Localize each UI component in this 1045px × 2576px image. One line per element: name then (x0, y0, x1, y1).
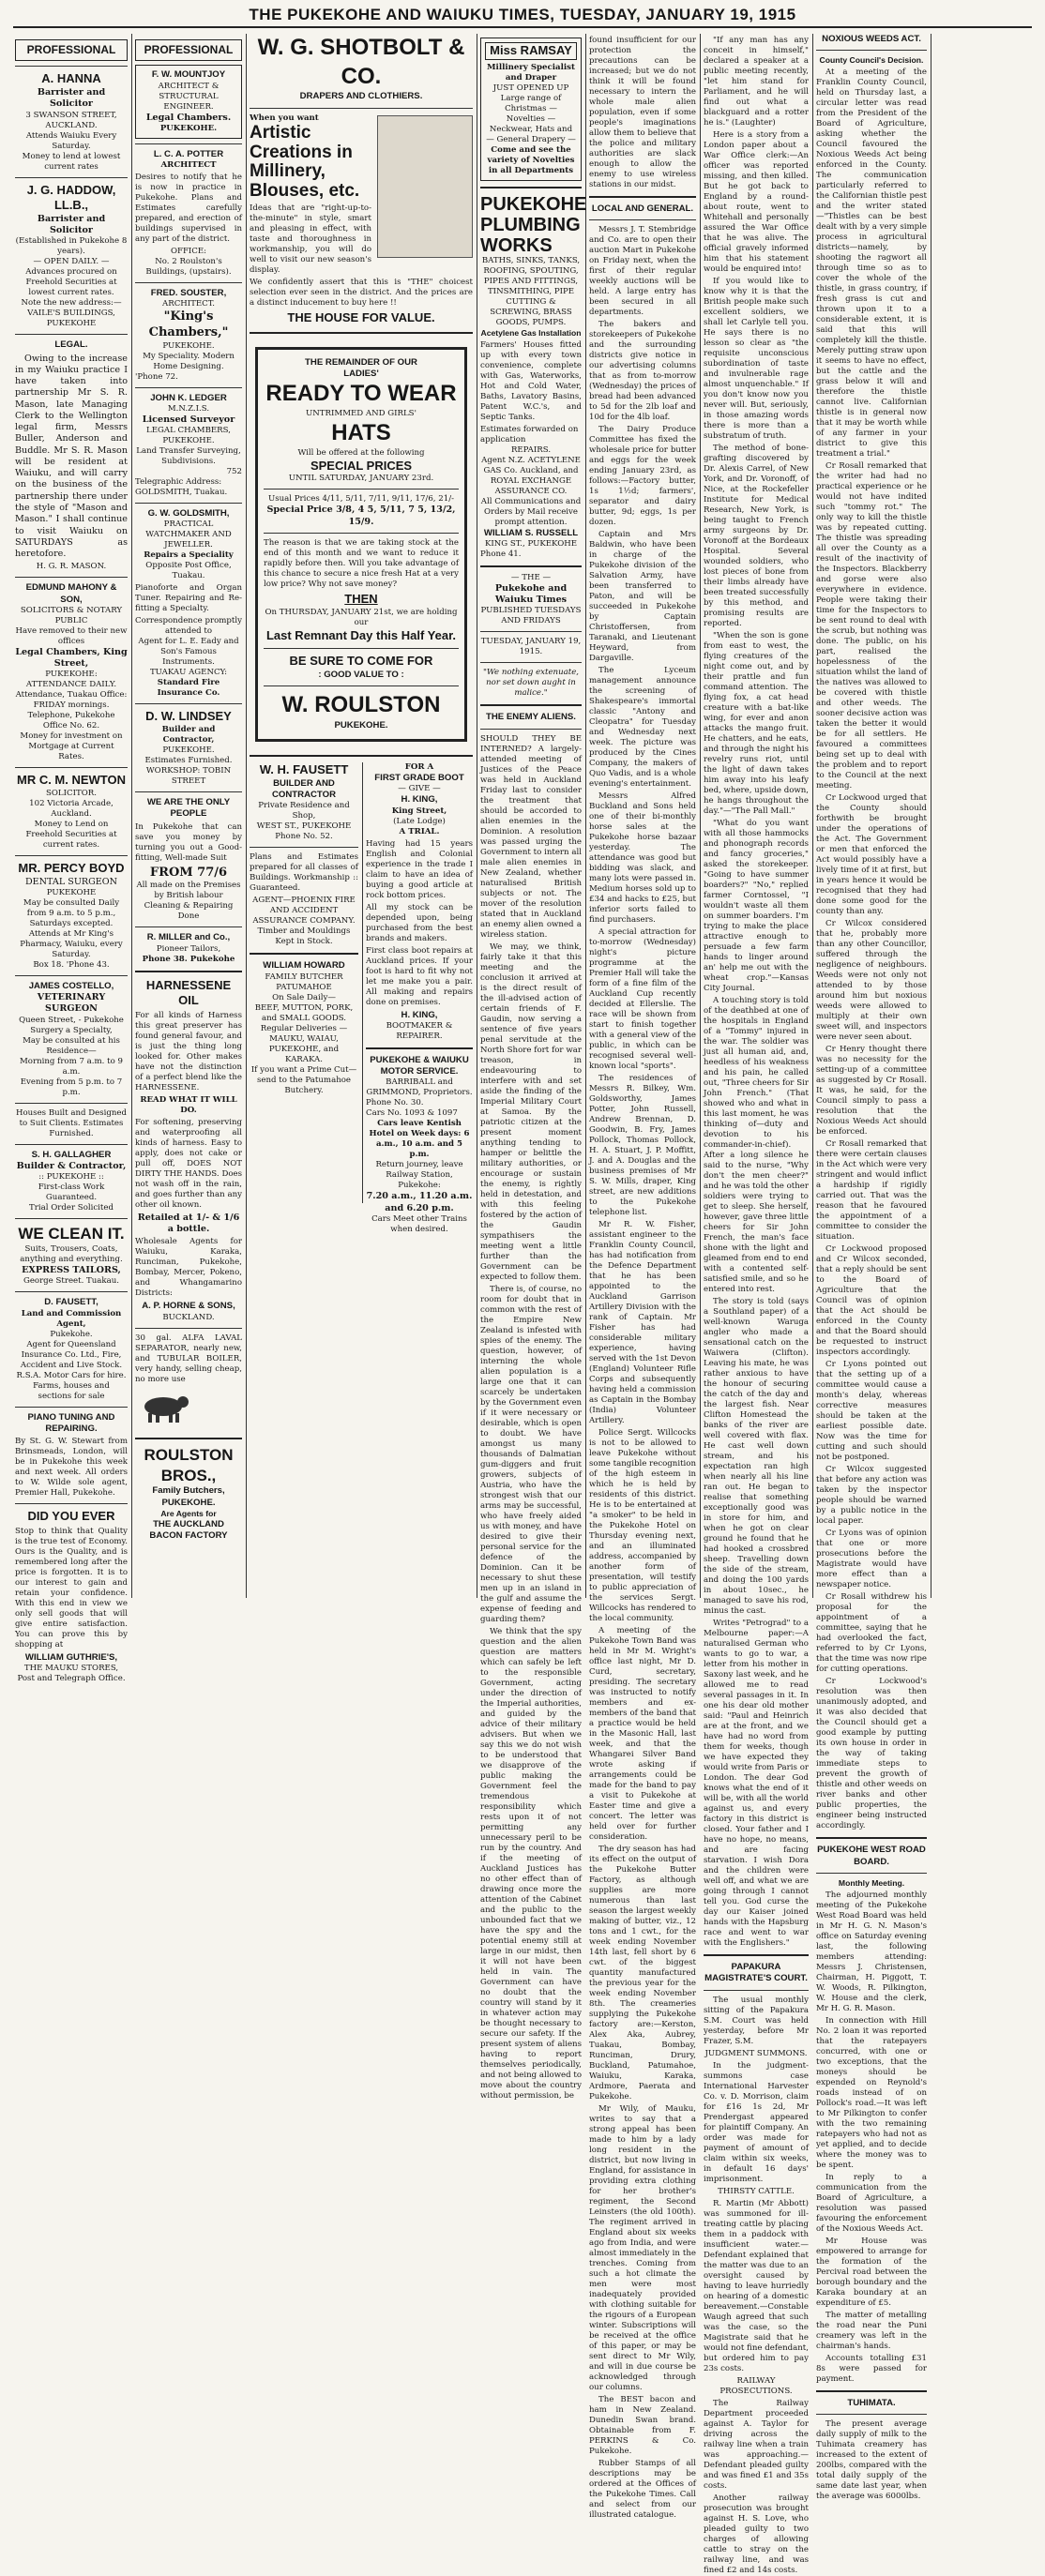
ad-name: EDMUND MAHONY & SON, (25, 582, 117, 605)
ad-title: Land and Commission Agent, (21, 1308, 122, 1329)
ad-note: Are Agents for (160, 1508, 217, 1518)
ad-body: All my stock can be depended upon, being purchased from the best brands and makers. (366, 902, 473, 943)
ad-note: (Late Lodge) (393, 816, 446, 826)
news-item: Messrs Alfred Buckland and Sons held one of their bi-monthly horse sales at the Pukekohe horse bazaar yesterday. The attendance was good but bidding was slack, and many lots were passed in. Medium horses sold up to £34 and hacks to £25, but inferior sorts failed to find purchasers. (589, 791, 696, 926)
paper-the: — THE — (510, 572, 552, 582)
ad-note: : GOOD VALUE TO : (318, 669, 404, 680)
ad-address: George Street. Tuakau. (23, 1276, 120, 1287)
ad-name: A. HANNA (41, 71, 101, 86)
news-item: The bakers and storekeepers of Pukekohe and the surrounding districts give notice in our advertising columns that as from to-morrow (Wednesday) the prices of bread had been advanced to 5d for the 2lb loaf and 10d for the 4lb loaf. (589, 320, 696, 423)
article-body: R. Martin (Mr Abbott) was summoned for ill-treating cattle by placing them in a paddock with insufficient water.—Defendant explained that the matter was due to an oversight caused by having to leave hurriedly on hearing of a domestic bereavement.—Constable Waugh agreed that such was the case, so the Magistrate said that he would not fine defendant, but ordered him to pay 23s costs. (704, 2198, 809, 2373)
column-local-news (589, 34, 697, 2521)
article-body: Cr Lockwood proposed and Cr Wilcox seconded, that a reply should be sent to the Board of Agriculture that the Council was of opinion that the Act should be enforced in the County and that the Board should be requested to instruct inspectors accordingly. (816, 1244, 927, 1358)
ad-name: DID YOU EVER (27, 1509, 115, 1524)
ad-town: PUKEKOHE. (162, 340, 215, 351)
ad-address: 3 SWANSON STREET, AUCKLAND. (25, 110, 117, 130)
article-heading: TUHIMATA. (847, 2397, 896, 2408)
ad-body: In Pukekohe that can save you money by turning you out a Good-fitting, Well-made Suit (135, 821, 242, 863)
section-heading: PROFESSIONAL (135, 39, 242, 61)
ad-note: Trial Order Solicited (29, 1203, 114, 1213)
ad-title: PRACTICAL WATCHMAKER AND JEWELLER. (145, 520, 232, 550)
ad-note: READ WHAT IT WILL DO. (140, 1094, 237, 1115)
ad-title: Builder and Contractor, (161, 725, 216, 746)
ad-title: EXPRESS TAILORS, (22, 1265, 121, 1275)
ad-note: Houses Built and Designed to Suit Clients. Estimates Furnished. (15, 1107, 128, 1138)
ad-town: PUKEKOHE. (334, 719, 388, 731)
ad-name: H. KING, (401, 794, 438, 806)
news-item: A touching story is told of the deathbed at one of the hospitals in England of a "Tommy" injured in the war. The soldier was just all human aid, and, heedless of his weakness and his pain, he called out, "Three cheers for Sir John French." (That showed who and what in this last moment, he was thinking of—duty and devotion to his commander-in-chief). After a long silence he said to the nurse, "Why don't the men cheer?" and he was told the other soldiers were trying to get to sleep. She herself, however, gave three little cheers for Sir John French, the man's face shone with the light and gleamed from end to end with a contented self-satisfied smile, and so he entered into rest. (704, 996, 809, 1294)
ad-note: Private Residence and Shop, (258, 801, 350, 821)
ad-note: ATTENDANCE DAILY. (25, 680, 117, 690)
ad-note: FOR A (404, 762, 434, 773)
ad-note: Cars No. 1093 & 1097 (366, 1108, 458, 1119)
column-advertisements (250, 34, 473, 1598)
ad-note: BACON FACTORY (149, 1530, 228, 1542)
ad-note: Attends Waiuku Every Saturday. (25, 130, 117, 151)
ad-note: Large range of Christmas — Novelties — (500, 93, 562, 124)
ad-note: M.N.Z.I.S. (167, 403, 210, 414)
news-item: The Lyceum management announce the screening of Shakespeare's immortal classic "Antony and Cleopatra" for Tuesday and Wednesday next week. The picture was produced by the Cines Company, the makers of Quo Vadis, and is a whole evening's entertainment. (589, 666, 696, 790)
ad-note: Agent N.Z. ACETYLENE GAS Co. Auckland, and ROYAL EXCHANGE ASSURANCE CO. (481, 455, 581, 496)
ad-note: Money for investment on Mortgage at Current Rates. (20, 731, 123, 762)
ad-note: Have removed to their new offices (15, 625, 128, 646)
ad-address: No. 2 Roulston's Buildings, (upstairs). (145, 257, 232, 278)
ad-name: LEGAL. (54, 339, 88, 351)
ad-note: Estimates forwarded on application (480, 424, 579, 444)
ad-price: Usual Prices 4/11, 5/11, 7/11, 9/11, 17/6, 21/- (267, 494, 454, 505)
ad-name: WILLIAM HOWARD (263, 960, 345, 972)
article-body: There is, of course, no room for doubt that in common with the rest of the Empire New Zealand is infested with spies of the enemy. The question, however, of interning the whole alien population is a large one that it can scarcely be undertaken by the Government even if it were necessary or desirable, which is open to doubt. We have amongst us many thousands of Dalmatian gum-diggers and fruit growers, subjects of Austria, who have the strongest wish that our arms may be successful, who have freely aided us with money, and have desired to give their personal service for the defence of the Dominion. Can it be necessary to shut these men up in an island in the gulf and assume the expense of feeding and guarding them? (480, 1284, 582, 1624)
ad-town: PUKEKOHE. (159, 123, 218, 133)
ad-name: G. W. GOLDSMITH, (147, 508, 230, 520)
ad-name: R. MILLER and Co., (146, 932, 231, 943)
ad-body: Suits, Trousers, Coats, anything and everything. (20, 1244, 123, 1264)
ad-note: AGENT—PHOENIX FIRE AND ACCIDENT ASSURANCE COMPANY. (252, 896, 356, 926)
article-body: Another railway prosecution was brought against H. S. Love, who pleaded guilty to two charges of allowing cattle to stray on the railway line, and was fined £2 and 14s costs. (704, 2493, 809, 2575)
article-body: At a meeting of the Franklin County Council, held on Thursday last, a circular letter was read from the President of the Board of Agriculture, asking whether the Council favoured the Noxious Weeds Act being enforced in the County. The communication particularly referred to the Californian thistle pest and the writer stated—"Thistles can be best dealt with by a very simple process in agricultural districts—namely, by shooting the ragwort all through time so as to cover the whole of the thistle, in grass country, if fresh grass is cut and thrown upon it to a considerable extent, it is said that this will completely kill the thistle. Merely putting straw upon it seems to have no effect, but the cattle and the grass below it will and therefore the thistle cannot live. Californian thistle is in general now that it may be worth while of any farmer in your district to give this treatment a trial." (816, 68, 927, 459)
ad-name: FRED. SOUSTER, (150, 288, 227, 299)
ad-town: PUKEKOHE. (162, 436, 215, 446)
ad-address: LEGAL CHAMBERS, (146, 426, 231, 436)
ad-note: On THURSDAY, JANUARY 21st, we are holding our (265, 607, 458, 627)
news-item: The residences of Messrs R. Bilkey, Wm. Goldsworthy, James Potter, John Russell, Andrew Brennan, D. Goodwin, B. Fry, James Pollock, Thomas Pollock, H. A. Stuart, J. P. Moffitt, J. and A. Douglas and the business premises of Mr S. W. Mills, draper, King street, are new additions to the Pukekohe telephone list. (589, 1074, 696, 1218)
ad-note: May be consulted at his Residence— (23, 1035, 120, 1056)
ad-note: — OPEN DAILY. — (33, 257, 110, 267)
ad-note: Come and see the variety of Novelties in all Departments (487, 144, 575, 175)
article-body: SHOULD THEY BE INTERNED? A largely-attended meeting of Justices of the Peace was held in Auckland Friday last to consider the treatment that should be accorded to alien enemies in the Dominion. A resolution was passed urging the Government to intern all male alien enemies in New Zealand, whether naturalised British subjects or not. The mover of the resolution stated that in Auckland an enemy alien owned a wireless station. (480, 733, 582, 940)
news-item: Mr R. W. Fisher, assistant engineer to the Franklin County Council, has had notification from the Defence Department that he has been appointed to the Auckland Garrison Artillery Division with the rank of Captain. Mr Fisher has had considerable military experience, having served with the 1st Devon (England) Volunteer Rifle Corps and subsequently having held a commission as Captain in the Bombay (India) Volunteer Artillery. (589, 1220, 697, 1426)
article-body: We may, we think, fairly take it that this meeting and the conclusion it arrived at is the direct result of the ill-advised action of certain friends of F. Gaudin, now serving a sentence of five years penal servitude at the North Shore fort for war treason, in endeavouring to interfere with and set aside the finding of the Imperial Military Court at Samoa. By the patriotic citizen at the present moment anything tending to hamper or belittle the military authorities, or encourage or sustain the enemy, is rightly held in detestation, and with this feeling fostered by the action of the Gaudin sympathisers the meeting went a little further than the Government can be expected to follow them. (480, 942, 582, 1282)
ad-body: Ideas that are "right-up-to-the-minute" in style, smart and pleasing in effect, with taste and thoroughness in workmanship, you will do well to visit our new season's display. (250, 203, 371, 276)
article-body: Cr Wilcox suggested that before any action was taken by the inspector people should be warned by a public notice in the local paper. (816, 1465, 927, 1527)
news-item: Mr Wily, of Mauku, writes to say that a strong appeal has been made to him by a lady long resident in the district, but now living in England, for assistance in providing extra clothing for her brother's regiment, the Second Leinsters (the old 100th). The regiment arrived in England about six weeks ago from India, and were almost immediately in the trenches. Coming from such a hot climate the men were most inadequately provided with clothing suitable for the rigours of a European winter. Subscriptions will be received at the office of this paper, or may be sent direct to Mr Wily, and will in due course be acknowledged through our columns. (589, 2104, 696, 2393)
ad-headline: PUKEKOHE PLUMBING WORKS (480, 193, 587, 256)
ad-body: We confidently assert that this is "THE" choicest selection ever seen in the district. And the prices are a distinct inducement to buy here !! (250, 278, 473, 309)
ad-town: PUKEKOHE. (162, 746, 215, 756)
column-ads-editorial (480, 34, 587, 2101)
news-item: Police Sergt. Willcocks is not to be allowed to leave Pukekohe without some tangible recognition of the high esteem in which he is held by residents of this district. He is to be entertained at "a smoker" to be held in the Pukekohe Hotel on Thursday evening next, and an illuminated address, accompanied by another form of presentation, will testify to public appreciation of the services Sergt. Willcocks has rendered to the local community. (589, 1428, 696, 1624)
article-body: Cr Lyons pointed out that the setting up of a committee would cause a month's delay, whereas corrective measures should be taken at the earliest possible date. Now was the time for cutting and such should not be postponed. (816, 1360, 927, 1463)
ad-title: BOOTMAKER & REPAIRER. (386, 1020, 453, 1041)
column-rule (585, 34, 586, 1598)
news-item: Messrs J. T. Stembridge and Co. are to open their auction Mart in Pukekohe on Friday next, when the first of their regular weekly auctions will be held. A large entry has been secured in all departments. (589, 225, 696, 318)
sub-heading: JUDGMENT SUMMONS. (704, 2048, 808, 2058)
sub-heading: THIRSTY CATTLE. (718, 2186, 795, 2196)
article-body: In reply to a communication from the Board of Agriculture, a resolution was passed favouring the enforcement of the Noxious Weeds Act. (816, 2172, 927, 2234)
ad-price: Retailed at 1/- & 1/6 a bottle. (137, 1212, 240, 1235)
ad-note: First-class Work Guaranteed. (38, 1183, 105, 1203)
ad-body: For softening, preserving and waterproofing all kinds of harness. Easy to apply, does not cake or pull off, DOES NOT DIRTY THE HANDS. Does not wash off in the rain, and goes further than any other oil known. (135, 1117, 242, 1210)
news-item: "If any man has any conceit in himself," declared a speaker at a public meeting recently, "let him stand for Parliament, and he will find out what a blackguard and a rotter he is." (Laughter) (704, 36, 809, 128)
ad-name: L. C. A. POTTER (153, 148, 224, 159)
ad-headline: Last Remnant Day this Half Year. (265, 627, 457, 642)
cattle-illustration (135, 1391, 191, 1424)
ad-title: Licensed Surveyor (142, 414, 235, 425)
ad-name: WE ARE THE ONLY PEOPLE (146, 797, 231, 820)
ad-title: ARCHITECT (160, 160, 217, 171)
ad-note: Phone No. 30. (366, 1098, 424, 1108)
ad-headline: Artistic Creations in Millinery, Blouses, etc. (250, 122, 360, 202)
article-heading: PUKEKOHE WEST ROAD BOARD. (817, 1845, 926, 1867)
news-item: Rubber Stamps of all descriptions may be ordered at the Offices of the Pukekohe Times. Call and select from our illustrated catalogue. (589, 2459, 696, 2521)
ad-name: WE CLEAN IT. (18, 1225, 125, 1243)
ad-body: Owing to the increase in my Waiuku practice I have taken into partnership Mr S. R. Mason, late Managing Clerk to the Wellington legal firm, Messrs Buller, Anderson and Buddle. Mr S. R. Mason will be resident at Waiuku, and will carry on the business of the partnership there under the style of "Mason and Mason." I shall continue to visit Waiuku on SATURDAYS as heretofore. (15, 353, 128, 560)
ad-headline: HATS (331, 420, 391, 446)
ad-address: Queen Street, - Pukekohe (19, 1015, 124, 1025)
ad-body: For all kinds of Harness this great preserver has found general favour, and is just the thing long looked for. Other makes have not the distinction of a perfect blend like the HARNESSENE. (135, 1010, 242, 1092)
ad-headline: FIRST GRADE BOOT (374, 773, 464, 784)
ad-note: Attendance, Tuakau Office: FRIDAY mornings. Telephone, Pukekohe Office No. 62. (15, 690, 128, 731)
paper-date: TUESDAY, JANUARY 19, 1915. (480, 637, 582, 657)
article-body: Cr Lockwood urged that the County should forthwith be brought under the operations of the Act. The Government or men that enforced the Act would possibly have a lively time of it at first, but in years hence it would be recognised that they had done some good for the county than any. (816, 793, 927, 917)
ad-title: Barrister and Solicitor (37, 86, 106, 110)
ad-note: JUST OPENED UP (492, 83, 569, 93)
article-heading: THE ENEMY ALIENS. (486, 712, 576, 723)
ad-price: FROM 77/6 (149, 865, 228, 880)
ad-body: 30 gal. ALFA LAVAL SEPARATOR, nearly new, and TUBULAR BOILER, very handy, selling cheap, no more use (135, 1333, 242, 1384)
ad-name: WILLIAM S. RUSSELL (483, 527, 579, 538)
paper-name: Pukekohe and Waiuku Times (494, 582, 568, 606)
column-rule (812, 34, 813, 1598)
ad-note: Evening from 5 p.m. to 7 p.m. (20, 1077, 123, 1097)
ad-name: H. KING, (401, 1009, 438, 1020)
ad-note: Timber and Mouldings Kept in Stock. (257, 926, 351, 947)
article-body: Mr House was empowered to arrange for the formation of the Percival road between the borough boundary and the Karaka boundary at an expenditure of £5. (816, 2236, 927, 2308)
article-body: Accounts totalling £31 8s were passed for payment. (816, 2353, 927, 2384)
ad-note: (Established in Pukekohe 8 years). (15, 236, 128, 257)
news-item: Writes "Petrograd" to a Melbourne paper:—A naturalised German who wants to go to war, a letter from his mother in Saxony last week, and he allowed me to read several passages in it. In one his dear old mother said: "Paul and Heinrich are at the front, and we have had no word from them for weeks, though we have expected they would write from Paris or London. The dear God knows what the end of it will be, with all the world against us, and every factory in this district is closed. Your father and I have no hope, no means, and are facing starvation. I wish Dora and the children were well off, and what we are going through I cannot tell you. God curse the day our Kaiser joined hands with the Hapsburg race and went to war with the Englishers." (704, 1619, 809, 1948)
ad-name: PIANO TUNING AND REPAIRING. (27, 1411, 115, 1434)
ad-address: 102 Victoria Arcade, Auckland. (29, 799, 114, 820)
article-heading: PAPAKURA MAGISTRATE'S COURT. (704, 1962, 808, 1984)
ad-headline: Acetylene Gas Installation (480, 327, 582, 338)
ad-note: BARRIBALL and GRIMMOND, Proprietors. (366, 1077, 473, 1098)
ad-address: Opposite Post Office, Tuakau. (145, 561, 232, 581)
ad-note: Box 18. 'Phone 43. (33, 959, 110, 970)
article-body: The usual monthly sitting of the Papakura S.M. Court was held yesterday, before Mr Frazer, S.M. (704, 1995, 809, 2046)
ad-address: VAILE'S BUILDINGS, PUKEKOHE (27, 309, 115, 329)
ad-name: A. P. HORNE & SONS, (142, 1301, 235, 1312)
ad-note: LADIES' (343, 369, 379, 380)
ad-name: W. G. SHOTBOLT & CO. (257, 35, 465, 89)
ad-note: On Sale Daily— (272, 992, 336, 1002)
article-body: Cr Wilcox considered that he, probably more than any other Councillor, suffered through the negligence of neighbours. Weeds were not only not attended to by those around him but noxious weeds were allowed to multiply at their own sweet will, and inspectors were never seen about. (816, 919, 927, 1043)
ad-body: First class boot repairs at Auckland prices. If your foot is hard to fit why not let me make you a pair. All making and repairs done on premises. (366, 945, 473, 1007)
ad-body: Stop to think that Quality is the true test of Economy. Ours is the Quality, and is remembered long after the price is forgotten. It is to our interest to gain and retain your confidence. With this end in view we only sell goods that will give entire satisfaction. You can prove this by shopping at (15, 1526, 128, 1650)
ad-body: Land Transfer Surveying, Subdivisions. (136, 446, 241, 467)
ad-name: MR C. M. NEWTON (16, 773, 127, 788)
ad-note: Note the new address:— (21, 298, 122, 309)
ad-note: R.S.A. Motor Cars for hire. (16, 1370, 127, 1380)
ad-body: Agent for Queensland Insurance Co. Ltd., Fire, Accident and Live Stock. (20, 1339, 123, 1370)
news-item: A special attraction for to-morrow (Wednesday) night's picture programme at the Premier Hall will take the form of a fine film of the Auckland Cup recently decided at Ellerslie. The race will be shown from start to finish together with a general view of the public, in which can be recognised several well-known local "sports". (589, 927, 696, 1072)
article-body: Cr Rosall remarked that the writer had had no practical experience or he would not have indited such "tommy rot." The only way to kill the thistle was by repeated cutting. The thistle was spreading all over the County as a result of the inactivity of the Inspectors. Blackberry and gorse were also everywhere in evidence. People were taking their time for the Inspectors to be sent round to deal with the scrub, but nothing was done. The public, on his part, realised the hopelessness of the situation whilst the land of the natives was allowed to be covered with thistle and other weeds. The sooner decisive action was taken the better it would be for all settlers. He favoured a committees being set up to deal with the problem and to report to the Council at the next meeting. (816, 461, 927, 791)
news-item: Here is a story from a London paper about a War Office clerk:—An officer was reported missing, and then killed. But he got back to England by a round-about route, went to Whitehall and personally assured the War Office that he was alive. The official gravely informed him that his statement would be enquired into! (704, 130, 809, 274)
ad-note: Attends at Mr King's Pharmacy, Waiuku, every Saturday. (20, 928, 123, 959)
ad-title: VETERINARY SURGEON (37, 992, 106, 1015)
ad-note: Cars Meet other Trains when desired. (371, 1214, 467, 1234)
news-item: The method of bone-grafting discovered by Dr. Alexis Carrel, of New York, and Dr. Voronoff, of Nice, at the Rockefeller Institute for Medical Research, New York, is being taught to French army surgeons by Dr. Voronoff at the Bordeaux Hospital. Several wounded soldiers, who lost pieces of bone from their limbs already have been treated successfully by this method, and promising results are reported. (704, 444, 809, 628)
news-item: Captain and Mrs Baldwin, who have been in charge of the Pukekohe division of the Salvation Army, have been transferred to Paton, and will be succeeded in Pukekohe by Captain Christoffersen, from Taranaki, and Lieutenant Heyward, from Dargaville. (589, 530, 696, 664)
ad-address: King Street, (391, 806, 447, 816)
ad-note: Phone No. 52. (275, 832, 333, 842)
ad-note: Telegraphic Address: GOLDSMITH, Tuakau. (135, 477, 228, 498)
ad-body: By St. G. W. Stewart from Brinsmeads, London, will be in Pukekohe this week and next week. All orders to W. Wilde sole agent, Premier Hall, Pukekohe. (15, 1437, 128, 1499)
article-subheading: County Council's Decision. (819, 55, 924, 66)
ad-note: Phone 41. (480, 549, 522, 559)
ad-town: BUCKLAND. (162, 1312, 215, 1322)
ad-note: BEEF, MUTTON, PORK, and SMALL GOODS. (254, 1002, 354, 1023)
ad-note: Farms, houses and sections for sale (33, 1380, 110, 1401)
article-body: found insufficient for our protection the precautions can be increased; but we do not think it will be found necessary to intern the whole male alien population, even if some people's imaginations allow them to believe that the police and military authorities are slack enough to allow the enemy to use wireless stations in our midst. (589, 36, 696, 189)
builder-ad (250, 762, 358, 1095)
ad-note: Cleaning & Repairing Done (144, 901, 234, 922)
ad-title: DRAPERS AND CLOTHIERS. (299, 91, 423, 102)
article-body: We think that the spy question and the alien question are matters which can safely be left to the responsible Government, acting under the direction of the Imperial authorities, and guided by the advice of their military advisers. But when we say this we do not wish to be understood that we disapprove of the public making the Government feel the tremendous responsibility which rests upon it of not permitting any unnecessary peril to be run by the country. And if the meeting of Auckland Justices has no other effect than of drawing once more the attention of the Cabinet and the public to the unbounded fact that we have the spy and the potential enemy still at large in our midst, then it will not have been held in vain. The Government can have no doubt that the country will stand by it in whatever action may be thought necessary to secure our safety. If the present system of aliens having to report themselves periodically, and not being allowed to move about the country without permission, be (480, 1626, 582, 2101)
ad-body: The reason is that we are taking stock at the end of this month and we want to reduce it rapidly before then. Will you take advantage of this chance to secure a nice fresh Hat at a very low price? Why not save money? (264, 538, 459, 590)
article-body: In the judgment-summons case International Harvester Co. v. D. Morrison, claim for £16 1s 2d, Mr Prendergast appeared for plaintiff Company. An order was made for payment of amount of claim within six weeks, in default 16 days' imprisonment. (704, 2060, 809, 2184)
ad-body: Having had 15 years English and Colonial experience in the trade I claim to have an idea of buying a good article at rock bottom prices. (366, 838, 473, 900)
ad-headline: THEN (344, 592, 378, 607)
woman-illustration (377, 115, 473, 258)
article-body: Cr Rosall remarked that there were certain clauses in the Act which were very stringent and would inflict a hardship if rigidly carried out. That was the reason that he favoured the appointment of a committee to consider the situation. (816, 1139, 927, 1243)
ad-name: HARNESSENE OIL (145, 977, 232, 1008)
ad-note: OFFICE: (170, 247, 207, 257)
ad-title: FAMILY BUTCHER (265, 972, 343, 982)
ad-headline: PUKEKOHE & WAIUKU MOTOR SERVICE. (370, 1054, 469, 1077)
ad-note: All made on the Premises by British labour (136, 881, 241, 901)
ad-note: Advances procured on Freehold Securities at lowest current rates. (25, 267, 117, 298)
ad-signature: H. G. R. MASON. (36, 562, 107, 572)
ad-name: D. W. LINDSEY (145, 709, 232, 724)
ad-note: Repairs a Speciality (144, 550, 234, 561)
ad-note: Return journey, leave Railway Station, Pukekohe: (375, 1160, 463, 1191)
column-professional-1 (15, 34, 128, 1683)
ad-note: Estimates Furnished. (144, 756, 233, 766)
ad-note: THE AUCKLAND (153, 1518, 224, 1529)
ad-title: Pioneer Tailors, (156, 943, 221, 954)
ad-note: Phone 38. Pukekohe (142, 954, 235, 964)
ad-note: Agent for L. E. Eady and Son's Famous Instruments. (138, 637, 239, 668)
ad-headline: SPECIAL PRICES (310, 458, 413, 473)
article-body: Cr Lyons was of opinion that one or more prosecutions before the Magistrate would have more effect than a newspaper notice. (816, 1529, 927, 1590)
article-body: Cr Rosall withdrew his proposal for the appointment of a committee, saying that he had overlooked the fact, referred to by Cr Lyons, that the time was now ripe for cutting operations. (816, 1592, 927, 1675)
ad-town: PUKEKOHE. (161, 1497, 216, 1508)
ad-title: Millinery Specialist and Draper (487, 62, 575, 83)
news-item: The story is told (says a Southland paper) of a well-known Waruga angler who made a sensational catch on the Waiwera (Clifton). Leaving his mate, he was rather anxious to have the honour of securing the catch of the day and the largest fish. Near Clifton Homestead the banks of the river are well covered with flax. He cast well down stream, and his expectation ran high when nearly all his line ran out. He began to realise that something exceptionally good was in store for him, and when he got on clear ground he found that he had hooked a crossbred sheep. Travelling down the side of the stream, and doing the 100 yards in about 10sec., he managed to save his rod, minus the cast. (704, 1297, 809, 1616)
ad-town: PUKEKOHE: (45, 670, 98, 680)
ad-title: Builder & Contractor, (16, 1160, 127, 1171)
ad-title: SOLICITORS & NOTARY PUBLIC (20, 605, 123, 625)
article-body: In connection with Hill No. 2 loan it was reported that the ratepayers concurred, with one or two exceptions, that the moneys should be expended on Reynold's roads instead of on Pollock's road.—It was left to Mr Pilkington to confer with the two remaining ratepayers who had not as yet applied, and to decide where the money was to be spent. (816, 2015, 927, 2170)
ad-address: WEST ST., PUKEKOHE (256, 821, 352, 832)
masthead: THE PUKEKOHE AND WAIUKU TIMES, TUESDAY, JANUARY 19, 1915 (249, 6, 796, 23)
ad-name: D. FAUSETT, (44, 1297, 98, 1308)
ad-note: Standard Fire Insurance Co. (157, 678, 220, 699)
article-subheading: Monthly Meeting. (838, 1877, 905, 1888)
article-heading: LOCAL AND GENERAL. (591, 203, 694, 214)
paper-motto: "We nothing extenuate, nor set down aught in malice." (482, 668, 580, 699)
ad-note: Regular Deliveries — MAUKU, WAIAU, PUKEKOHE, and KARAKA. (260, 1023, 348, 1064)
ad-body: BATHS, SINKS, TANKS, ROOFING, SPOUTING, PIPES AND FITTINGS, TINSMITHING, PIPE CUTTING & SCREWING, BRASS GOODS, PUMPS. (481, 255, 581, 327)
ad-town: PUKEKOHE (46, 887, 97, 897)
ad-title: Barrister and Solicitor (37, 213, 106, 236)
ad-name: W. ROULSTON (281, 692, 441, 718)
news-item: A meeting of the Pukekohe Town Band was held in Mr M. Wright's office last night, Mr D. Curd, secretary, presiding. The secretary was instructed to notify members and ex-members of the band that a practice would be held in the Masonic Hall, last week, and that the Whangarei Silver Band wrote asking if arrangements could be made for the band to pay a visit to Pukekohe at Easter time and give a concert. The letter was held over for further consideration. (589, 1626, 696, 1843)
ad-name: ROULSTON BROS., (144, 1445, 234, 1484)
ad-note: May be consulted Daily from 9 a.m. to 5 p.m., Saturdays excepted. (23, 897, 120, 928)
ad-note: 752 (226, 467, 242, 477)
ad-note: Surgery a Specialty, (30, 1025, 113, 1035)
ad-note: Post and Telegraph Office. (17, 1673, 126, 1683)
ad-note: All Communications and Orders by Mail receive prompt attention. (480, 496, 582, 527)
ad-title: SOLICITOR. (46, 789, 97, 799)
ad-note: Will be offered at the following (297, 447, 425, 458)
ad-note: Morning from 7 a.m. to 9 a.m. (20, 1056, 123, 1077)
ad-note: Cars leave Kentish Hotel on Week days: 6 a.m., 10 a.m. and 5 p.m. (369, 1119, 470, 1160)
ad-body: Desires to notify that he is now in practice in Pukekohe. Plans and Estimates carefully prepared, and erection of buildings supervised in any part of the district. (135, 173, 242, 245)
ad-note: THE MAUKU STORES, (23, 1663, 119, 1673)
ad-town: :: PUKEKOHE :: (38, 1172, 104, 1183)
news-item: The BEST bacon and ham in New Zealand. Dunedin Swan brand. Obtainable from F. PERKINS & Co. Pukekohe. (589, 2395, 696, 2457)
article-heading: NOXIOUS WEEDS ACT. (822, 34, 921, 44)
ad-name: Miss RAMSAY (485, 42, 577, 60)
article-body: Cr Henry thought there was no necessity for the setting-up of a committee as suggested by Cr Rosall. It was, he said, for the Council simply to pass a resolution that the Noxious Weeds Act should be enforced. (816, 1045, 927, 1137)
article-body: The present average daily supply of milk to the Tuhimata creamery has increased to the extent of 200lbs, compared with the total daily supply of the same date last year, when the average was 6000lbs. (816, 2419, 927, 2502)
article-body: The Railway Department proceeded against A. Taylor for driving across the railway line when a train was approaching.—Defendant pleaded guilty and was fined £1 and 35s costs. (704, 2398, 809, 2491)
column-council (816, 34, 927, 2502)
ad-slogan: THE HOUSE FOR VALUE. (287, 310, 435, 325)
ad-note: A TRIAL. (399, 826, 440, 836)
ad-name: J. G. HADDOW, LL.B., (26, 182, 116, 213)
ad-address: Legal Chambers. (145, 112, 232, 123)
ad-title: ARCHITECT & STRUCTURAL ENGINEER. (158, 81, 220, 112)
ad-name: JOHN K. LEDGER (150, 392, 227, 403)
ad-note: 7.20 a.m., 11.20 a.m. and 6.20 p.m. (366, 1191, 473, 1213)
ad-title: WILLIAM GUTHRIE'S, (24, 1651, 118, 1663)
ad-address: WORKSHOP: TOBIN STREET (145, 766, 232, 787)
paper-published: PUBLISHED TUESDAYS AND FRIDAYS (480, 606, 582, 626)
ad-note: Neckwear, Hats and — General Drapery — (486, 124, 576, 144)
ad-address: "King's Chambers," (148, 309, 229, 340)
ad-name: JAMES COSTELLO, (28, 980, 114, 991)
ad-price: Special Price 3/8, 4 5, 5/11, 7 5, 13/2, 15/9. (266, 505, 456, 527)
ad-name: S. H. GALLAGHER (31, 1149, 112, 1160)
ad-body: Plans and Estimates prepared for all classes of Buildings. Workmanship :: Guaranteed. (250, 852, 358, 894)
ad-name: F. W. MOUNTJOY (151, 69, 226, 81)
column-professional-2 (135, 34, 242, 1598)
ad-address: Legal Chambers, King Street, (15, 646, 128, 670)
news-item: If you would like to know why it is that the British people make such excellent soldiers, we shall let Carlyle tell you. He says there is no lesson so clear as "the requisite unconscious subordination of taste and invulnerable rage almost unquenchable." If you don't know now you never will. But, seriously, in those amazing words there is more than a substratum of truth. (704, 277, 809, 441)
boot-ad (366, 762, 473, 1235)
news-item: The dry season has had its effect on the output of the Pukekohe Butter Factory, as although supplies are more numerous than last season the largest weekly making of butter, viz., 12 tons and 1 cwt., for the week ending November 14th last, fell short by 6 cwt. of the biggest quantity manufactured the previous year for the week ending November 8th. The creameries supplying the Pukekohe factory are:—Kerston, Alex Aka, Aubrey, Tuakau, Bombay, Runciman, Drury, Buckland, Patumahoe, Waiuku, Karaka, Ardmore, Paerata and Pukekohe. (589, 1845, 696, 2102)
ad-body: Pianoforte and Organ Tuner. Repairing and Re-fitting a Specialty. (135, 583, 242, 614)
news-item: The Dairy Produce Committee has fixed the wholesale price for butter and eggs for the week ending January 23rd, as follows:—Factory butter, 1s 1½d; farmers', separator and dairy butter, 9d; eggs, 1s per dozen. (589, 425, 696, 528)
ad-note: THE REMAINDER OF OUR (305, 356, 417, 368)
ad-address: KING ST., PUKEKOHE (484, 538, 578, 549)
ad-headline: READY TO WEAR (265, 381, 457, 407)
ad-body: Wholesale Agents for Waiuku, Karaka, Runciman, Pukekohe, Bombay, Mercer, Pokeno, and Whangamarino Districts: (135, 1237, 242, 1299)
ad-note: — GIVE — (398, 784, 441, 794)
ad-name: W. H. FAUSETT (259, 762, 349, 777)
ad-note: My Speciality. Modern Home Designing. (143, 351, 235, 371)
ad-body: Farmers' Houses fitted up with every town convenience, complete with Gas, Waterworks, Hot and Cold Water, Baths, Lavatory Basins, Patent W.C.'s, and Septic Tanks. (480, 339, 582, 422)
column-rule (246, 34, 247, 1598)
column-general-court (704, 34, 809, 2575)
ad-note: UNTRIMMED AND GIRLS' (306, 409, 416, 419)
ad-note: Money to lend at lowest current rates (22, 151, 121, 172)
ad-title: BUILDER AND CONTRACTOR (271, 777, 337, 801)
ad-note: UNTIL SATURDAY, JANUARY 23rd. (288, 474, 434, 484)
ad-note: If you want a Prime Cut—send to the Patumahoe Butchery. (250, 1064, 357, 1095)
news-item: "When the son is gone from east to west, the flying creatures of the night come out, and by their prattle and fun command attention. The flying fox, a cat head creature with a bat-like wing, for ever and anon attacks the mango fruit. He chatters, and he eats, and through the night his revelry runs riot, until the light of dawn takes him away into his leafy bed, where, upside down, he hangs throughout the day."—"The Pall Mall." (704, 631, 809, 816)
article-body: The adjourned monthly meeting of the Pukekohe West Road Board was held in Mr H. G. N. Mason's office on Saturday evening last, the following members attending: Messrs J. Christensen, Chairman, H. Piggott, T. W. Woods, R. Pilkington, W. House and the clerk, Mr H. G. R. Mason. (816, 1890, 927, 2013)
ad-title: Family Butchers, (152, 1485, 225, 1497)
section-heading: PROFESSIONAL (15, 39, 128, 61)
ad-note: When you want (250, 113, 319, 123)
ad-note: Correspondence promptly attended to (135, 616, 242, 637)
article-body: The matter of metalling the road near the Puni creamery was left in the chairman's hands. (816, 2310, 927, 2351)
column-rule (131, 34, 132, 1598)
ad-note: REPAIRS. (510, 444, 552, 455)
ad-town: PATUMAHOE (276, 982, 332, 992)
ad-note: Money to Lend on Freehold Securities at current rates. (25, 820, 117, 851)
ad-title: ARCHITECT. (162, 299, 215, 309)
ad-note: TUAKAU AGENCY: (149, 668, 228, 678)
ad-town: Pukekohe. (50, 1329, 93, 1339)
ad-note: 'Phone 72. (135, 371, 178, 382)
article-body: Cr Lockwood's resolution was then unanimously adopted, and it was also decided that the Council should get a good example by putting its own house in order in the way of taking immediate steps to prevent the growth of thistle and other weeds on river banks and other public properties, the engineer being instructed accordingly. (816, 1677, 927, 1831)
column-rule (700, 34, 701, 1598)
top-rule (13, 26, 1032, 28)
ad-headline: BE SURE TO COME FOR (289, 654, 433, 669)
news-item: "What do you want with all those hammocks and phonograph records and fancy groceries," asked the storekeeper. "Going to have summer boarders?" "No," replied farmer Corntossel, "I wouldn't waste all them on summer boarders. I'm trying to make the place attractive enough to persuade a few farm hands to linger around an' help me out with the wheat crop."—Kansas City Journal. (704, 819, 809, 993)
sub-heading: RAILWAY PROSECUTIONS. (719, 2375, 793, 2396)
ad-name: MR. PERCY BOYD (18, 861, 125, 876)
ad-title: DENTAL SURGEON (24, 876, 118, 887)
